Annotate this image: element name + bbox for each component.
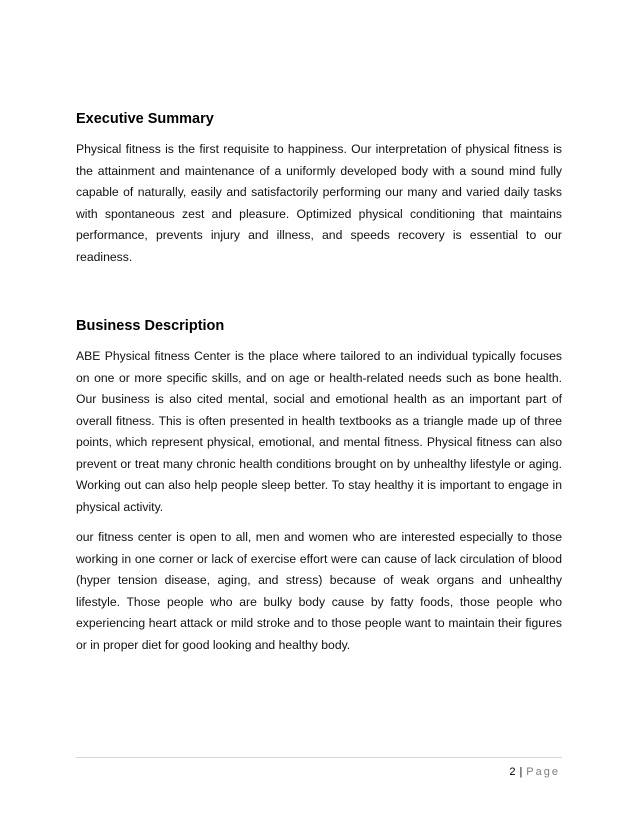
footer-separator: | xyxy=(519,766,523,778)
business-description-paragraph-2: our fitness center is open to all, men and women who are interested especially to those working in one corner or lack of exercise effort were can cause of lack circulation of blood (hyper tension disease, aging, and stress) because of weak organs and unhealthy lifestyle. Those people who are bulky body cause by fatty foods, those people who experiencing heart attack or mild stroke and to those people want to maintain their figures or in proper diet for good looking and healthy body. xyxy=(76,530,562,652)
business-description-paragraph-1: ABE Physical fitness Center is the place where tailored to an individual typically focuses on one or more specific skills, and on age or health-related needs such as bone health. Our business is also cited mental, social and emotional health as an important part of overall fitness. This is often presented in health textbooks as a triangle made up of three points, which represent physical, emotional, and mental fitness. Physical fitness can also prevent or treat many chronic health conditions brought on by unhealthy lifestyle or aging. Working out can also help people sleep better. To stay healthy it is important to engage in physical activity. xyxy=(76,349,562,514)
business-description-section xyxy=(76,316,562,665)
page-number: 2 xyxy=(509,766,516,778)
executive-summary-heading: Executive Summary xyxy=(76,111,214,127)
footer-divider xyxy=(76,757,562,758)
page-footer xyxy=(509,765,560,779)
business-description-heading: Business Description xyxy=(76,318,225,334)
executive-summary-section xyxy=(76,109,562,277)
executive-summary-paragraph: Physical fitness is the first requisite to happiness. Our interpretation of physical fitness is the attainment and maintenance of a uniformly developed body with a sound mind fully capable of naturally, easily and satisfactorily performing our many and varied daily tasks with spontaneous zest and pleasure. Optimized physical conditioning that maintains performance, prevents injury and illness, and speeds recovery is essential to our readiness. xyxy=(76,142,562,264)
page-label: Page xyxy=(526,766,560,778)
